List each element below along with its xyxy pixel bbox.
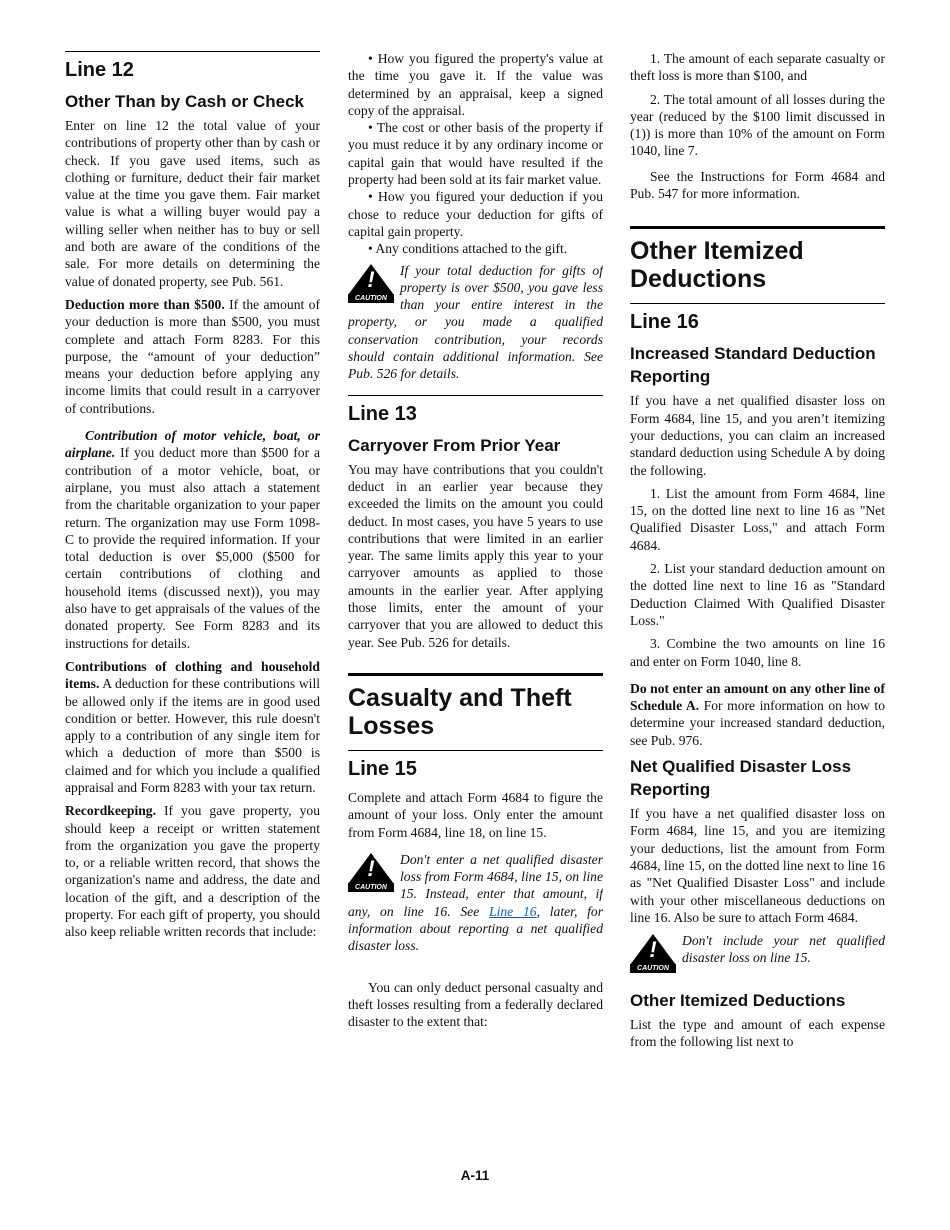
line13-heading: Line 13 [348, 402, 417, 425]
clothing-paragraph [65, 658, 320, 796]
column-2 [348, 50, 603, 1036]
deduction-text: If the amount of your deduction is more than $500, you must complete and attach Form 8283. For this purpose, the “amount of your deduction” means your deduction before applying any income limits that could result in a carryover of contributions. [65, 296, 320, 416]
other-deductions-subheading: Other Itemized Deductions [630, 991, 846, 1011]
section-rule-thick [630, 226, 885, 229]
motor-paragraph [65, 427, 320, 652]
line16-heading: Line 16 [630, 311, 699, 334]
line16-link[interactable]: Line 16 [489, 903, 537, 919]
list-item: • Any conditions attached to the gift. [368, 241, 568, 257]
section-rule [348, 750, 603, 751]
page-number: A-11 [460, 1168, 490, 1183]
caution-text: If your total deduction for gifts of property is over $500, you gave less than your entire interest in the property, or you made a qualified conservation contribution, your records should contain additional information. See Pub. 526 for details. [348, 262, 603, 382]
clothing-lead: Contributions of clothing and household items. [65, 658, 320, 692]
list-item: • The cost or other basis of the property if you must reduce it by any ordinary income or capital gain that would have resulted if the property had been sold at its fair market value. [348, 120, 603, 188]
casualty-paragraph: You can only deduct personal casualty and theft losses resulting from a federally declared disaster to the extent that: [348, 979, 603, 1030]
caution-icon: ! CAUTION [348, 853, 394, 892]
line15-paragraph: Complete and attach Form 4684 to figure the amount of your loss. Only enter the amount from Form 4684, line 18, on line 15. [348, 789, 603, 840]
donot-text: For more information on how to determine your increased standard deduction, see Pub. 976. [630, 698, 886, 748]
donot-lead: Do not enter an amount on any other line of Schedule A. [630, 680, 885, 714]
increased-subheading: Increased Standard Deduction Reporting [630, 344, 876, 387]
caution-box [348, 851, 603, 955]
deduction-lead: Deduction more than $500. [65, 296, 225, 312]
caution-text-b: , later, for information about reporting a net qualified disaster loss. [348, 903, 603, 954]
list-item: 1. List the amount from Form 4684, line 15, on the dotted line next to line 16 as "Net Qualified Disaster Loss," and attach Form 4684. [630, 485, 885, 553]
line13-paragraph: You may have contributions that you couldn't deduct in an earlier year because they exceeded the limits on the amount you could deduct. In most cases, you have 5 years to use contributions that were limited in an earlier year. The same limits apply this year to your carryover amounts as applied to those amounts in the earlier year. After applying those limits, enter the amount of your carryover that you are allowed to deduct this year. See Pub. 526 for details. [348, 461, 603, 650]
clothing-text: A deduction for these contributions will be allowed only if the items are in good used condition or better. However, this rule doesn't apply to a contribution of any single item for which a deduction of more than $500 is claimed and for which you include a qualified appraisal and Form 8283 with your tax return. [65, 676, 320, 795]
record-lead: Recordkeeping. [65, 803, 156, 819]
deduction-paragraph [65, 296, 320, 417]
netq-paragraph: If you have a net qualified disaster loss on Form 4684, line 15, and you are itemizing your deductions, list the amount from Form 4684, line 15, on the dotted line next to line 16 as "Net Qualified Disaster Loss" and include with your other miscellaneous deductions on line 16. Also be sure to attach Form 4684. [630, 806, 885, 925]
column-1 [65, 40, 320, 947]
bullet-text: How you figured your deduction if you chose to reduce your deduction for gifts of capital gain property. [348, 189, 603, 239]
increased-paragraph: If you have a net qualified disaster loss on Form 4684, line 15, and you aren’t itemizing your deductions, you can claim an increased standard deduction using Schedule A by doing the following. [630, 393, 885, 478]
line12-paragraph: Enter on line 12 the total value of your contributions of property other than by cash or check. If you gave used items, such as clothing or furniture, deduct their fair market value at the time you gave them. Fair market value is what a willing buyer would pay a willing seller when neither has to buy or sell and both are aware of the conditions of the sale. For more details on determining the value of donated property, see Pub. 561. [65, 118, 320, 289]
list-item: 3. Combine the two amounts on line 16 and enter on Form 1040, line 8. [630, 636, 885, 669]
line13-subheading: Carryover From Prior Year [348, 435, 561, 455]
caution-box [630, 932, 885, 975]
bullet-text: How you figured the property's value at the time you gave it. If the value was determined by an appraisal, keep a signed copy of the appraisal. [348, 51, 603, 118]
motor-lead: Contribution of motor vehicle, boat, or airplane. [65, 428, 320, 461]
section-rule [348, 395, 603, 396]
other-deductions-paragraph: List the type and amount of each expense from the following list next to [630, 1017, 885, 1050]
list-item: 1. The amount of each separate casualty or theft loss is more than $100, and [630, 51, 885, 84]
see-paragraph: See the Instructions for Form 4684 and Pub. 547 for more information. [630, 168, 885, 202]
netq-subheading: Net Qualified Disaster Loss Reporting [630, 757, 852, 800]
bullet-text: The cost or other basis of the property if you must reduce it by any ordinary income or capital gain that would have resulted if the property had been sold at its fair market value. [348, 120, 603, 188]
column-3 [630, 50, 885, 1057]
caution-box [348, 262, 603, 383]
other-heading: Other Itemized Deductions [630, 237, 804, 294]
list-item: 2. List your standard deduction amount on the dotted line next to line 16 as "Standard Deduction Claimed With Qualified Disaster Loss." [630, 561, 885, 628]
line12-heading: Line 12 [65, 59, 134, 81]
caution-text: Don't include your net qualified disaster loss on line 15. [682, 933, 885, 966]
bullet-text: Any conditions attached to the gift. [375, 241, 568, 257]
section-rule [65, 51, 320, 52]
line15-heading: Line 15 [348, 757, 417, 780]
caution-text-a: Don't enter a net qualified disaster loss from Form 4684, line 15, on line 15. Instead, enter that amount, if any, on line 16. See [348, 851, 603, 919]
caution-icon: ! CAUTION [630, 934, 676, 973]
list-item: 2. The total amount of all losses during the year (reduced by the $100 limit discussed in (1)) is more than 10% of the amount on Form 1040, line 7. [630, 91, 885, 159]
list-item: • How you figured your deduction if you chose to reduce your deduction for gifts of capital gain property. [348, 189, 603, 239]
line12-subheading: Other Than by Cash or Check [65, 92, 304, 111]
record-text: If you gave property, you should keep a receipt or written statement from the organization you gave the property to, or a reliable written record, that shows the organization's name and address, the date and location of the gift, and a description of the property. For each gift of property, you should also keep reliable written records that include: [65, 803, 320, 940]
list-item: • How you figured the property's value at the time you gave it. If the value was determined by an appraisal, keep a signed copy of the appraisal. [348, 51, 603, 118]
recordkeeping-paragraph [65, 802, 320, 940]
donot-paragraph [630, 680, 885, 749]
section-rule-thick [348, 673, 603, 676]
caution-icon: ! CAUTION [348, 264, 394, 303]
casualty-heading: Casualty and Theft Losses [348, 683, 572, 740]
motor-text: If you deduct more than $500 for a contribution of a motor vehicle, boat, or airplane, you must also attach a statement from the charitable organization to your paper return. The organization may use Form 1098-C to provide the required information. If your total deduction is over $5,000 ($500 for certain contributions of clothing and household items (discussed next)), you may also have to get appraisals of the values of the donated property. See Form 8283 and its instructions for details. [65, 445, 320, 651]
section-rule [630, 303, 885, 304]
